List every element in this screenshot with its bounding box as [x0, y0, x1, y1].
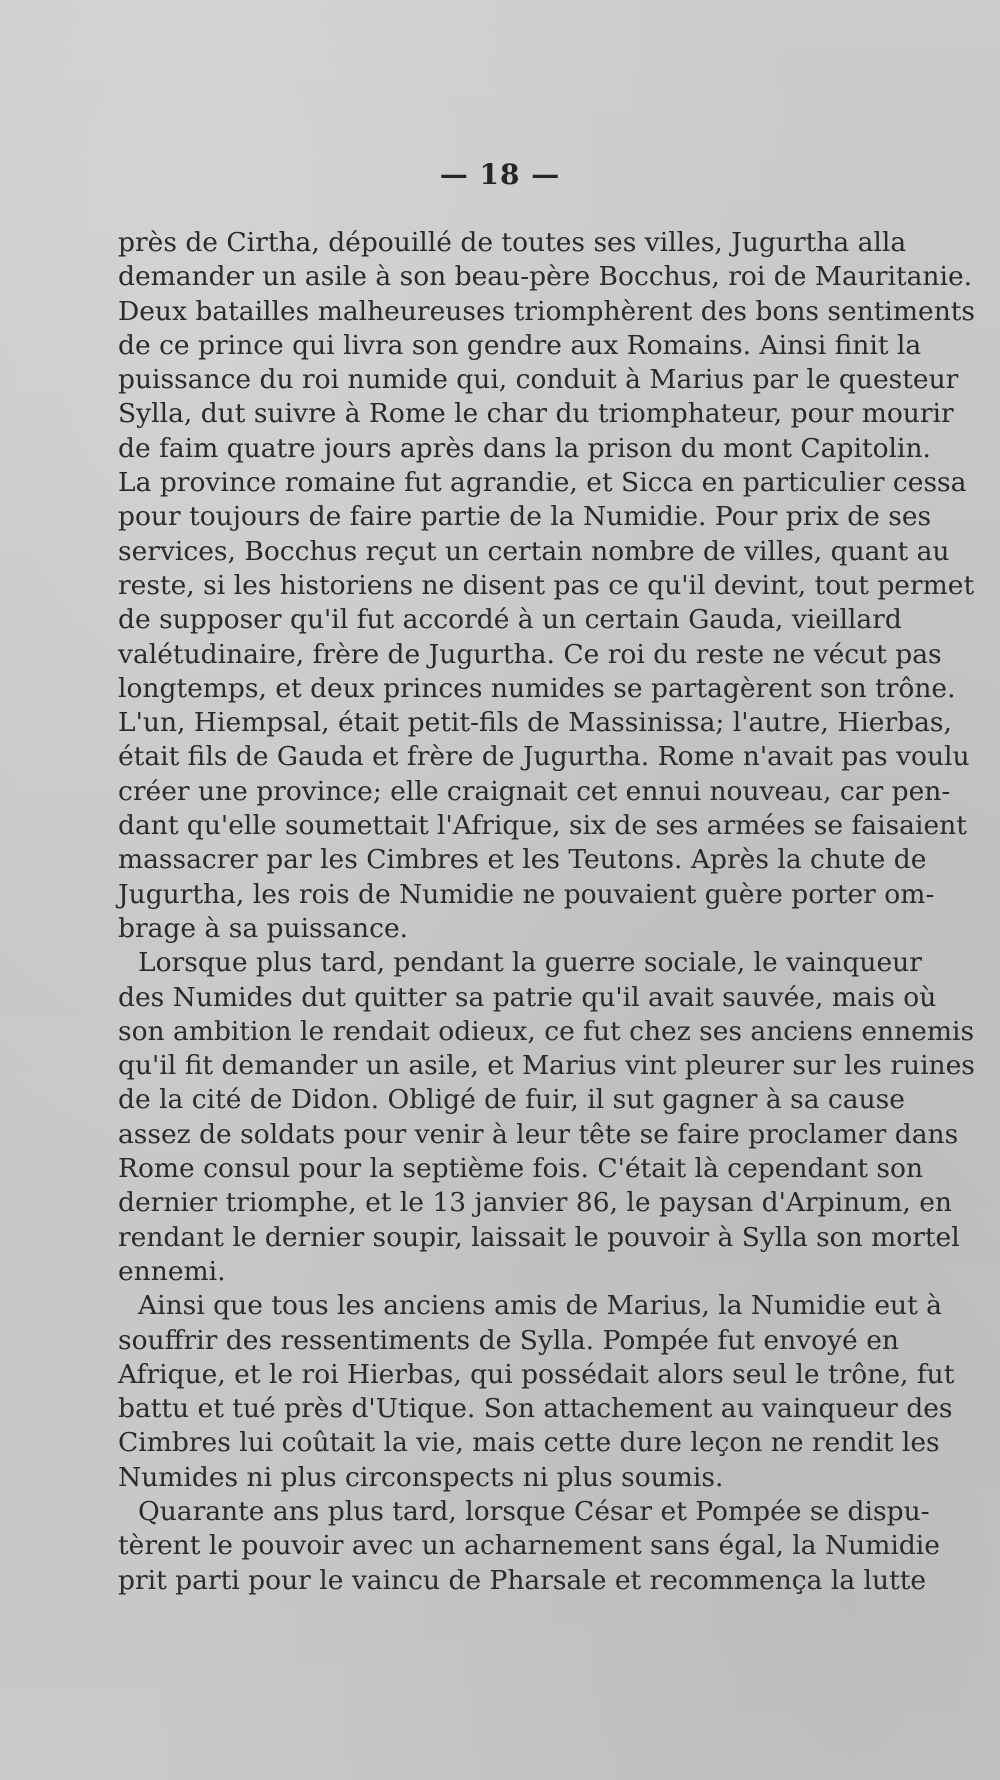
text-line: tèrent le pouvoir avec un acharnement sans égal, la Numidie [118, 1530, 940, 1562]
text-line: son ambition le rendait odieux, ce fut chez ses anciens ennemis [118, 1015, 975, 1047]
text-line: Cimbres lui coûtait la vie, mais cette dure leçon ne rendit les [118, 1427, 940, 1459]
text-line: demander un asile à son beau-père Bocchus, roi de Mauritanie. [118, 261, 973, 293]
text-line: créer une province; elle craignait cet ennui nouveau, car pen- [118, 775, 951, 807]
paragraph-2 [118, 946, 975, 1289]
text-line: Jugurtha, les rois de Numidie ne pouvaient guère porter om- [118, 878, 935, 910]
text-line: de supposer qu'il fut accordé à un certain Gauda, vieillard [118, 604, 902, 636]
body-text [118, 226, 976, 1598]
text-line: valétudinaire, frère de Jugurtha. Ce roi du reste ne vécut pas [118, 638, 942, 670]
text-line: de la cité de Didon. Obligé de fuir, il sut gagner à sa cause [118, 1084, 905, 1116]
text-line: près de Cirtha, dépouillé de toutes ses villes, Jugurtha alla [118, 227, 907, 258]
text-line: puissance du roi numide qui, conduit à Marius par le questeur [118, 364, 959, 396]
text-line: Quarante ans plus tard, lorsque César et Pompée se dispu- [138, 1495, 930, 1527]
text-line: Lorsque plus tard, pendant la guerre sociale, le vainqueur [138, 947, 922, 979]
text-line: souffrir des ressentiments de Sylla. Pompée fut envoyé en [118, 1324, 899, 1356]
text-line: battu et tué près d'Utique. Son attachement au vainqueur des [118, 1393, 953, 1425]
text-line: longtemps, et deux princes numides se partagèrent son trône. [118, 672, 956, 704]
text-line: reste, si les historiens ne disent pas ce qu'il devint, tout permet [118, 569, 975, 601]
text-line: dant qu'elle soumettait l'Afrique, six de ses armées se faisaient [118, 810, 967, 842]
paragraph-3 [118, 1289, 955, 1495]
text-line: dernier triomphe, et le 13 janvier 86, le paysan d'Arpinum, en [118, 1187, 952, 1219]
text-line: L'un, Hiempsal, était petit-fils de Massinissa; l'autre, Hierbas, [118, 707, 952, 739]
text-line: services, Bocchus reçut un certain nombre de villes, quant au [118, 535, 950, 567]
text-line: Afrique, et le roi Hierbas, qui possédait alors seul le trône, fut [118, 1358, 955, 1390]
paragraph-4 [118, 1495, 940, 1598]
text-line: pour toujours de faire partie de la Numidie. Pour prix de ses [118, 501, 932, 533]
text-line: Numides ni plus circonspects ni plus soumis. [118, 1461, 724, 1493]
text-line: Ainsi que tous les anciens amis de Marius, la Numidie eut à [138, 1290, 942, 1322]
text-line: assez de soldats pour venir à leur tête se faire proclamer dans [118, 1118, 959, 1150]
text-line: massacrer par les Cimbres et les Teutons. Après la chute de [118, 844, 927, 876]
text-line: La province romaine fut agrandie, et Sicca en particulier cessa [118, 467, 967, 499]
text-line: des Numides dut quitter sa patrie qu'il avait sauvée, mais où [118, 981, 937, 1013]
text-line: de faim quatre jours après dans la prison du mont Capitolin. [118, 432, 931, 464]
text-line: était fils de Gauda et frère de Jugurtha. Rome n'avait pas voulu [118, 741, 970, 773]
text-line: Sylla, dut suivre à Rome le char du triomphateur, pour mourir [118, 398, 954, 430]
text-line: de ce prince qui livra son gendre aux Romains. Ainsi finit la [118, 329, 922, 361]
text-line: qu'il fit demander un asile, et Marius vint pleurer sur les ruines [118, 1050, 975, 1082]
paragraph-1 [118, 226, 976, 946]
text-line: ennemi. [118, 1255, 226, 1287]
text-line: prit parti pour le vaincu de Pharsale et recommença la lutte [118, 1564, 927, 1596]
text-line: Deux batailles malheureuses triomphèrent des bons sentiments [118, 295, 976, 327]
text-line: Rome consul pour la septième fois. C'était là cependant son [118, 1153, 924, 1185]
page-number: — 18 — [439, 158, 561, 191]
text-line: brage à sa puissance. [118, 912, 409, 944]
text-line: rendant le dernier soupir, laissait le pouvoir à Sylla son mortel [118, 1221, 960, 1253]
